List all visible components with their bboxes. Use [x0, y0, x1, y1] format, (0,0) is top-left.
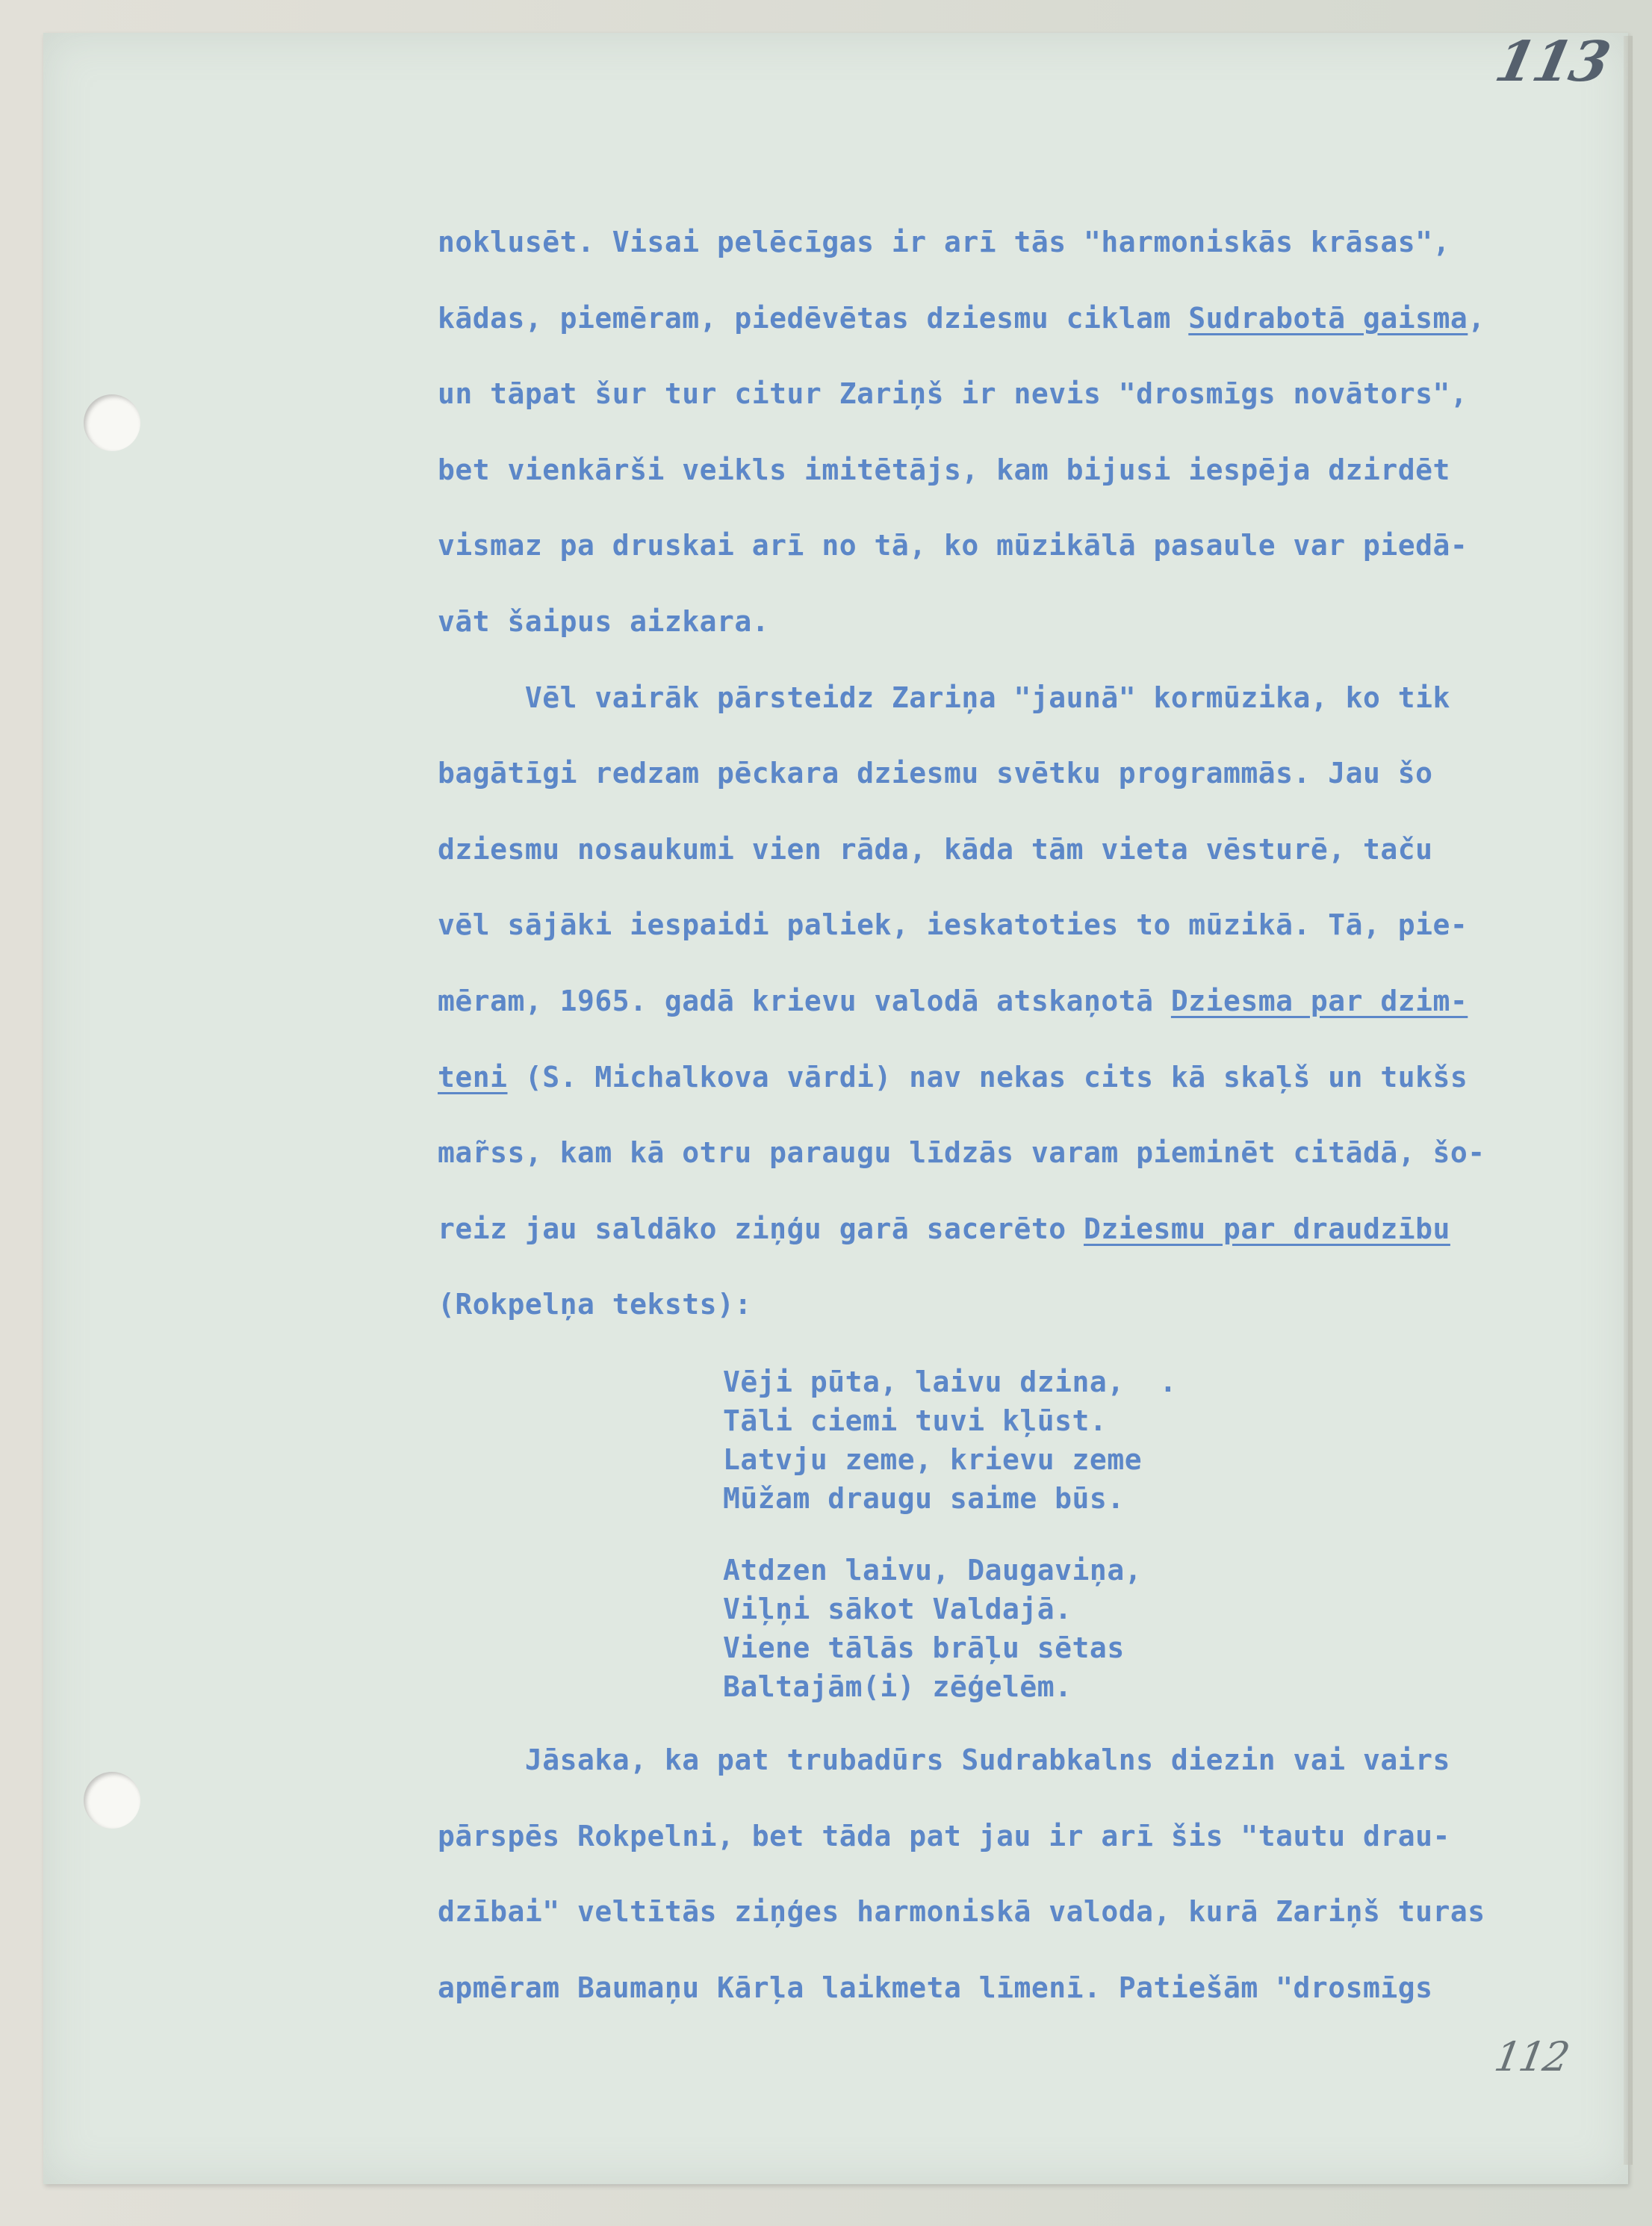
typescript-body-bottom: [438, 1739, 1588, 2042]
paper-edge-shadow: [1624, 36, 1633, 2165]
poem-line: Viļņi sākot Valdajā.: [723, 1593, 1072, 1625]
poem-line: Viene tālās brāļu sētas: [723, 1631, 1125, 1664]
text-line: mar̃ss, kam kā otru paraugu līdzās varam pieminēt citādā, šo-: [438, 1136, 1485, 1170]
underlined-title: Dziesmu par draudzību: [1083, 1212, 1450, 1245]
text-line: Jāsaka, ka pat trubadūrs Sudrabkalns diezin vai vairs: [438, 1743, 1450, 1776]
poem-line: Tāli ciemi tuvi kļūst.: [723, 1404, 1108, 1437]
text-line: vēl sājāki iespaidi paliek, ieskatoties to mūzikā. Tā, pie-: [438, 908, 1468, 942]
poem-line: Baltajām(i) zēģelēm.: [723, 1670, 1072, 1703]
poem-line: Vēji pūta, laivu dzina, .: [723, 1365, 1177, 1398]
punch-hole-bottom: [84, 1772, 140, 1829]
underlined-title: teni: [438, 1060, 508, 1094]
typescript-body-top: [438, 221, 1588, 1360]
text-line: vāt šaipus aizkara.: [438, 604, 770, 638]
text-line: bagātīgi redzam pēckara dziesmu svētku programmās. Jau šo: [438, 757, 1433, 790]
text-line: [438, 980, 1588, 1056]
text-line: un tāpat šur tur citur Zariņš ir nevis "drosmīgs novātors",: [438, 377, 1468, 411]
text-line: Vēl vairāk pārsteidz Zariņa "jaunā" kormūzika, ko tik: [438, 680, 1450, 714]
poem-line: Atdzen laivu, Daugaviņa,: [723, 1554, 1143, 1587]
underlined-title: Dziesma par dzim-: [1170, 984, 1468, 1017]
poem-stanza-1: [723, 1362, 1177, 1518]
text-line: [438, 297, 1588, 373]
text-line: [438, 1208, 1588, 1284]
text-line: noklusēt. Visai pelēcīgas ir arī tās "harmoniskās krāsas",: [438, 226, 1450, 258]
text-segment: kādas, piemēram, piedēvētas dziesmu ciklam: [438, 301, 1189, 335]
text-segment: ,: [1468, 301, 1485, 335]
text-line: vismaz pa druskai arī no tā, ko mūzikālā pasaule var piedā-: [438, 529, 1468, 562]
text-line: (Rokpelņa teksts):: [438, 1288, 752, 1321]
text-line: pārspēs Rokpelni, bet tāda pat jau ir arī šis "tautu drau-: [438, 1819, 1450, 1853]
text-line: dzībai" veltītās ziņģes harmoniskā valoda, kurā Zariņš turas: [438, 1895, 1485, 1929]
poem-stanza-2: [723, 1551, 1142, 1706]
text-line: dziesmu nosaukumi vien rāda, kāda tām vieta vēsturē, taču: [438, 832, 1433, 866]
text-segment: (S. Michalkova vārdi) nav nekas cits kā skaļš un tukšs: [507, 1060, 1468, 1094]
text-segment: mēram, 1965. gadā krievu valodā atskaņotā: [438, 984, 1171, 1017]
folio-number-bottom: 112: [1491, 2033, 1572, 2080]
punch-hole-top: [84, 394, 140, 451]
folio-number-top: 113: [1489, 30, 1615, 94]
underlined-title: Sudrabotā gaisma: [1188, 301, 1468, 335]
text-line: [438, 1056, 1588, 1132]
text-segment: reiz jau saldāko ziņģu garā sacerēto: [438, 1212, 1084, 1245]
poem-line: Latvju zeme, krievu zeme: [723, 1443, 1143, 1476]
text-line: bet vienkārši veikls imitētājs, kam bijusi iespēja dzirdēt: [438, 453, 1450, 486]
poem-line: Mūžam draugu saime būs.: [723, 1482, 1125, 1515]
text-line: apmēram Baumaņu Kārļa laikmeta līmenī. Patiešām "drosmīgs: [438, 1971, 1433, 2004]
